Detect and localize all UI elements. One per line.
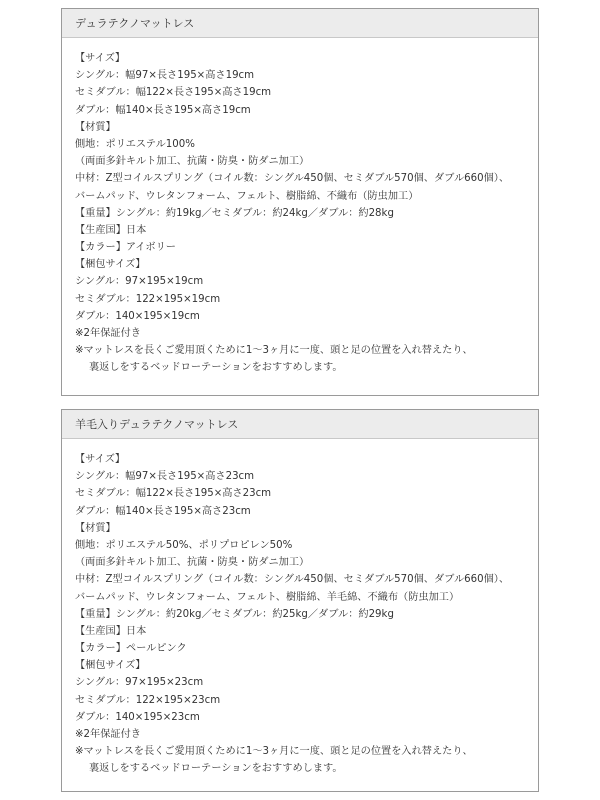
spec-line: 【生産国】日本 bbox=[75, 625, 147, 637]
spec-line: 【サイズ】 bbox=[75, 454, 126, 465]
spec-line: ※2年保証付き bbox=[75, 729, 141, 740]
spec-line: 【カラー】アイボリー bbox=[75, 242, 176, 254]
spec-line: 【重量】シングル：約20kg／セミダブル：約25kg／ダブル：約29kg bbox=[75, 608, 394, 620]
spec-line: （両面多針キルト加工、抗菌・防臭・防ダニ加工） bbox=[75, 557, 310, 569]
spec-line: シングル：97×195×19cm bbox=[75, 276, 204, 288]
spec-line: ダブル：幅140×長さ195×高さ19cm bbox=[75, 104, 251, 116]
spec-line: シングル：幅97×長さ195×高さ19cm bbox=[75, 70, 255, 82]
spec-line: 【カラー】ペールピンク bbox=[75, 643, 187, 655]
spec-line: 【材質】 bbox=[75, 121, 116, 133]
spec-line: ダブル：幅140×長さ195×高さ23cm bbox=[75, 505, 251, 517]
spec-line: 中材：Z型コイルスプリング（コイル数：シングル450個、セミダブル570個、ダブル660個）、 bbox=[75, 173, 510, 185]
spec-line: セミダブル：122×195×23cm bbox=[75, 694, 221, 706]
spec-line: 裏返しをするベッドローテーションをおすすめします。 bbox=[89, 763, 343, 775]
spec-line: ※2年保証付き bbox=[75, 328, 141, 339]
spec-line: シングル：幅97×長さ195×高さ23cm bbox=[75, 471, 255, 483]
spec-line: バームパッド、ウレタンフォーム、フェルト、樹脂綿、不織布（防虫加工） bbox=[75, 190, 419, 202]
spec-line: バームパッド、ウレタンフォーム、フェルト、樹脂綿、羊毛綿、不織布（防虫加工） bbox=[75, 591, 460, 603]
spec-line: 【重量】シングル：約19kg／セミダブル：約24kg／ダブル：約28kg bbox=[75, 207, 394, 219]
spec-line: 中材：Z型コイルスプリング（コイル数：シングル450個、セミダブル570個、ダブル660個）、 bbox=[75, 574, 510, 586]
spec-line: シングル：97×195×23cm bbox=[75, 677, 204, 689]
spec-line: 【梱包サイズ】 bbox=[75, 660, 146, 672]
spec-line: 側地：ポリエステル100% bbox=[75, 138, 195, 150]
spec-line: 【生産国】日本 bbox=[75, 224, 147, 236]
spec-line: （両面多針キルト加工、抗菌・防臭・防ダニ加工） bbox=[75, 156, 310, 168]
spec-line: 【サイズ】 bbox=[75, 53, 126, 64]
spec-list bbox=[62, 38, 538, 377]
spec-card-wool-duratechno bbox=[61, 409, 539, 792]
spec-card-duratechno bbox=[61, 8, 539, 396]
spec-card-title: デュラテクノマットレス bbox=[62, 9, 538, 38]
spec-line: ※マットレスを長くご愛用頂くために1〜3ヶ月に一度、頭と足の位置を入れ替えたり、 bbox=[75, 345, 473, 357]
spec-line: 【材質】 bbox=[75, 522, 116, 534]
spec-list bbox=[62, 439, 538, 778]
spec-card-title: 羊毛入りデュラテクノマットレス bbox=[62, 410, 538, 439]
spec-line: ダブル：140×195×19cm bbox=[75, 310, 200, 322]
spec-line: ダブル：140×195×23cm bbox=[75, 711, 200, 723]
spec-line: 裏返しをするベッドローテーションをおすすめします。 bbox=[89, 362, 343, 374]
spec-line: 側地：ポリエステル50%、ポリプロピレン50% bbox=[75, 539, 293, 551]
spec-line: ※マットレスを長くご愛用頂くために1〜3ヶ月に一度、頭と足の位置を入れ替えたり、 bbox=[75, 746, 473, 758]
spec-line: セミダブル：幅122×長さ195×高さ23cm bbox=[75, 488, 272, 500]
spec-line: セミダブル：幅122×長さ195×高さ19cm bbox=[75, 87, 272, 99]
spec-line: 【梱包サイズ】 bbox=[75, 259, 146, 271]
spec-line: セミダブル：122×195×19cm bbox=[75, 293, 221, 305]
